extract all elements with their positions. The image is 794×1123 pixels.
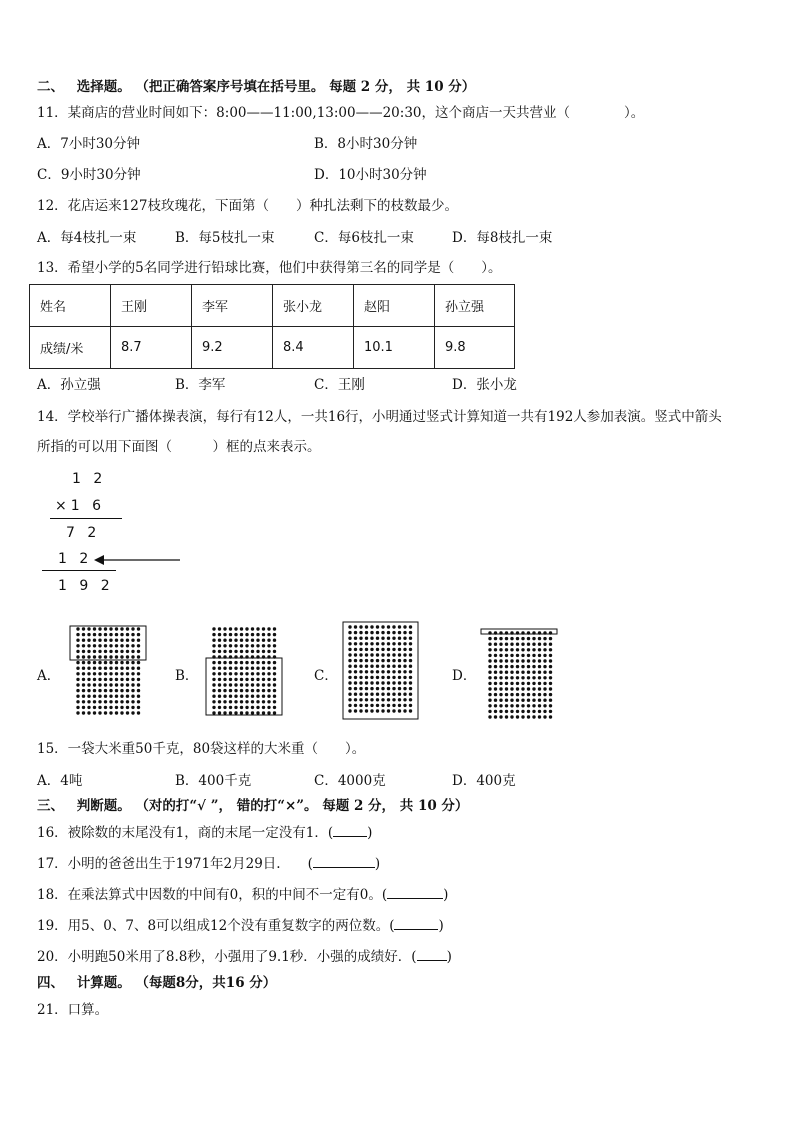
question-17-text: 17．小明的爸爸出生于1971年2月29日. (	[37, 856, 313, 872]
question-16	[37, 824, 372, 842]
q13-option-c[interactable]: C．王刚	[314, 377, 365, 393]
table-cell: 赵阳	[354, 285, 435, 327]
section-2-header	[37, 78, 475, 96]
table-cell: 王刚	[111, 285, 192, 327]
table-row	[30, 285, 515, 327]
section-3-number: 三、	[37, 798, 64, 814]
answer-blank[interactable]	[394, 917, 438, 930]
table-cell: 9.8	[435, 327, 515, 369]
dot-grid-d	[478, 624, 562, 720]
q11-option-a[interactable]: A．7小时30分钟	[37, 136, 141, 152]
question-15: 15．一袋大米重50千克，80袋这样的大米重（ ）。	[37, 741, 366, 757]
calc-rule-1	[50, 518, 122, 519]
q13-option-b[interactable]: B．李军	[175, 377, 226, 393]
question-17-close: )	[374, 856, 381, 872]
calc-rule-2	[42, 570, 116, 571]
question-20-close: )	[446, 949, 452, 965]
section-3-note: （对的打“√ ”， 错的打“×”。 每题 2 分， 共 10 分）	[135, 798, 469, 814]
table-cell: 成绩/米	[30, 327, 111, 369]
q15-option-b[interactable]: B．400千克	[175, 773, 252, 789]
q12-option-b[interactable]: B．每5枝扎一束	[175, 230, 275, 246]
question-18-close: )	[443, 887, 449, 903]
section-4-note: （每题8分，共16 分）	[135, 975, 277, 991]
q12-option-d[interactable]: D．每8枝扎一束	[452, 230, 553, 246]
question-18-text: 18．在乘法算式中因数的中间有0，积的中间不一定有0。(	[37, 887, 388, 903]
calc-partial-1: 7 2	[66, 525, 101, 541]
question-19	[37, 917, 444, 935]
q15-option-c[interactable]: C．4000克	[314, 773, 386, 789]
question-16-close: )	[367, 825, 373, 841]
q14-option-c[interactable]: C．	[314, 668, 338, 684]
score-table	[29, 284, 515, 369]
q13-option-a[interactable]: A．孙立强	[37, 377, 101, 393]
q15-option-a[interactable]: A．4吨	[37, 773, 83, 789]
table-cell: 9.2	[192, 327, 273, 369]
question-19-close: )	[438, 918, 444, 934]
table-cell: 10.1	[354, 327, 435, 369]
section-4-header	[37, 974, 276, 992]
q11-option-d[interactable]: D．10小时30分钟	[314, 167, 427, 183]
section-4-title: 计算题。	[76, 975, 131, 991]
q14-option-b[interactable]: B．	[175, 668, 199, 684]
answer-blank[interactable]	[333, 824, 367, 837]
question-16-text: 16．被除数的末尾没有1，商的末尾一定没有1．(	[37, 825, 334, 841]
question-19-text: 19．用5、0、7、8可以组成12个没有重复数字的两位数。(	[37, 918, 395, 934]
section-2-title: 选择题。	[76, 79, 131, 95]
answer-blank[interactable]	[313, 855, 375, 868]
q11-option-c[interactable]: C．9小时30分钟	[37, 167, 141, 183]
q13-option-d[interactable]: D．张小龙	[452, 377, 517, 393]
question-14-line-2: 所指的可以用下面图（ ）框的点来表示。	[37, 439, 321, 455]
dot-grid-c	[340, 620, 424, 720]
q15-option-d[interactable]: D．400克	[452, 773, 516, 789]
table-cell: 张小龙	[273, 285, 354, 327]
question-14-line-1: 14．学校举行广播体操表演，每行有12人，一共16行，小明通过竖式计算知道一共有192人参加表演。竖式中箭头	[37, 409, 722, 425]
question-18	[37, 886, 448, 904]
highlight-box-a	[70, 626, 146, 660]
dot-grid-a	[66, 624, 150, 720]
question-13: 13．希望小学的5名同学进行铅球比赛，他们中获得第三名的同学是（ ）。	[37, 260, 502, 276]
answer-blank[interactable]	[417, 948, 447, 961]
section-2-note: （把正确答案序号填在括号里。 每题 2 分， 共 10 分）	[135, 79, 476, 95]
table-cell: 8.4	[273, 327, 354, 369]
question-20	[37, 948, 452, 966]
arrow-icon	[94, 553, 182, 567]
q14-option-a[interactable]: A．	[37, 668, 61, 684]
section-2-number: 二、	[37, 79, 64, 95]
table-cell: 8.7	[111, 327, 192, 369]
table-cell: 孙立强	[435, 285, 515, 327]
section-4-number: 四、	[37, 975, 64, 991]
section-3-header	[37, 797, 468, 815]
q12-option-c[interactable]: C．每6枝扎一束	[314, 230, 414, 246]
q12-option-a[interactable]: A．每4枝扎一束	[37, 230, 137, 246]
question-20-text: 20．小明跑50米用了8.8秒，小强用了9.1秒．小强的成绩好．(	[37, 949, 417, 965]
table-row	[30, 327, 515, 369]
question-11: 11．某商店的营业时间如下：8:00——11:00,13:00——20:30，这个商店一天共营业（ ）。	[37, 105, 645, 121]
answer-blank[interactable]	[387, 886, 443, 899]
question-12: 12．花店运来127枝玫瑰花，下面第（ ）种扎法剩下的枝数最少。	[37, 198, 458, 214]
question-17	[37, 855, 380, 873]
q14-option-d[interactable]: D．	[452, 668, 477, 684]
q11-option-b[interactable]: B．8小时30分钟	[314, 136, 418, 152]
table-cell: 李军	[192, 285, 273, 327]
table-cell: 姓名	[30, 285, 111, 327]
section-3-title: 判断题。	[76, 798, 131, 814]
calc-result: 1 9 2	[58, 578, 114, 594]
calc-multiplicand: 1 2	[72, 471, 107, 487]
calc-multiplier: ×1 6	[55, 498, 105, 514]
question-21: 21．口算。	[37, 1002, 109, 1018]
dot-grid-b	[202, 624, 286, 720]
calc-partial-2: 1 2	[58, 551, 93, 567]
highlight-box-b	[206, 658, 282, 715]
